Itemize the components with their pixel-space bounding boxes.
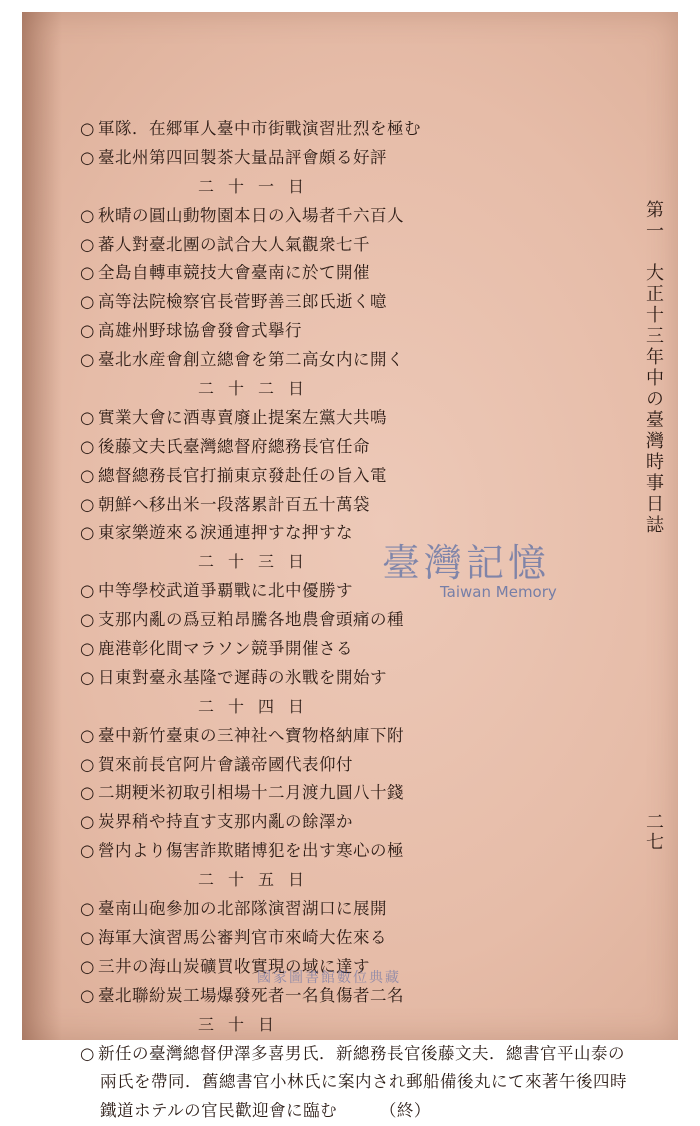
entry-text: 炭界稍や持直す支那内亂の餘澤か — [98, 812, 353, 832]
entry-text: 總督總務長官打揃東京發赴任の旨入電 — [98, 465, 387, 485]
diary-entry-continuation — [80, 1097, 640, 1126]
entry-text: 二十三日 — [198, 552, 319, 572]
circle-bullet-icon: ○ — [80, 754, 95, 774]
circle-bullet-icon: ○ — [80, 263, 95, 283]
entry-text: 朝鮮へ移出米一段落累計百五十萬袋 — [98, 494, 370, 514]
entry-text: 軍隊．在郷軍人臺中市街戰演習壯烈を極む — [98, 119, 421, 138]
library-watermark: 國家圖書館數位典藏 — [257, 970, 401, 986]
entry-text: 二十二日 — [198, 379, 319, 399]
date-heading — [80, 693, 640, 722]
circle-bullet-icon: ○ — [80, 205, 95, 225]
circle-bullet-icon: ○ — [80, 610, 95, 630]
diary-entry — [80, 664, 640, 693]
diary-entry — [80, 895, 640, 924]
circle-bullet-icon: ○ — [80, 581, 95, 601]
entry-text: 臺北聯紛炭工場爆發死者一名負傷者二名 — [98, 985, 404, 1005]
entry-text: 三井の海山炭礦買收實現の域に達す — [98, 956, 370, 976]
date-heading — [80, 375, 640, 404]
diary-entry — [80, 635, 640, 664]
diary-entry — [80, 808, 640, 837]
taiwan-memory-watermark — [382, 532, 597, 612]
entry-text: 營内より傷害詐欺賭博犯を出す寒心の極 — [98, 841, 404, 861]
circle-bullet-icon: ○ — [80, 234, 95, 254]
circle-bullet-icon: ○ — [80, 725, 95, 745]
date-heading — [80, 866, 640, 895]
entry-text: 二十一日 — [198, 176, 319, 196]
entry-text: 鹿港彰化間マラソン競爭開催さる — [98, 639, 353, 659]
circle-bullet-icon: ○ — [80, 494, 95, 514]
entry-text: 秋晴の圓山動物園本日の入場者千六百人 — [98, 205, 404, 225]
running-title: 第一 大正十三年中の臺灣時事日誌 — [643, 200, 664, 536]
diary-entry — [80, 751, 640, 780]
page-number: 二七 — [643, 812, 664, 852]
entry-text: 兩氏を帶同．舊總書官小林氏に案内され郵船備後丸にて來著午後四時 — [100, 1072, 627, 1092]
circle-bullet-icon: ○ — [80, 465, 95, 485]
diary-entry — [80, 231, 640, 260]
watermark-english: Taiwan Memory — [440, 583, 557, 601]
entry-text: 臺北水産會創立總會を第二高女内に開く — [98, 350, 404, 370]
circle-bullet-icon: ○ — [80, 927, 95, 947]
circle-bullet-icon: ○ — [80, 147, 95, 167]
entry-text: 蕃人對臺北團の試合大人氣觀衆七千 — [98, 234, 370, 254]
circle-bullet-icon: ○ — [80, 985, 95, 1005]
circle-bullet-icon: ○ — [80, 407, 95, 427]
entry-text: 二十四日 — [198, 696, 319, 716]
watermark-chinese: 臺灣記憶 — [382, 541, 551, 585]
circle-bullet-icon: ○ — [80, 523, 95, 543]
date-heading — [80, 1011, 640, 1040]
diary-entry-continuation — [80, 1068, 640, 1097]
entry-text: 全島自轉車競技大會臺南に於て開催 — [98, 263, 370, 283]
circle-bullet-icon: ○ — [80, 321, 95, 341]
entry-text: 臺北州第四回製茶大量品評會頗る好評 — [98, 147, 387, 167]
circle-bullet-icon: ○ — [80, 639, 95, 659]
diary-entry — [80, 115, 640, 144]
document-page — [22, 12, 678, 1121]
entry-text: 後藤文夫氏臺灣總督府總務長官任命 — [98, 436, 370, 456]
entry-text: 賀來前長官阿片會議帝國代表仰付 — [98, 754, 353, 774]
circle-bullet-icon: ○ — [80, 1043, 95, 1063]
diary-entry — [80, 144, 640, 173]
entry-text: 東家樂遊來る淚通連押すな押すな — [98, 523, 353, 543]
circle-bullet-icon: ○ — [80, 292, 95, 312]
entry-text: 高等法院檢察官長菅野善三郎氏逝く噫 — [98, 292, 387, 312]
diary-entry — [80, 837, 640, 866]
entry-text: 新任の臺灣總督伊澤多喜男氏．新總務長官後藤文夫．總書官平山泰の — [98, 1043, 625, 1063]
entry-text: 日東對臺永基隆で遲蒔の氷戰を開始す — [98, 667, 387, 687]
circle-bullet-icon: ○ — [80, 350, 95, 370]
circle-bullet-icon: ○ — [80, 899, 95, 919]
entry-text: 高雄州野球協會發會式擧行 — [98, 321, 302, 341]
diary-entry — [80, 202, 640, 231]
date-heading — [80, 173, 640, 202]
circle-bullet-icon: ○ — [80, 812, 95, 832]
entry-text: 海軍大演習馬公審判官市來崎大佐來る — [98, 927, 387, 947]
diary-entry — [80, 404, 640, 433]
entry-text: 中等學校武道爭覇戰に北中優勝す — [98, 581, 353, 601]
entry-text: 臺南山砲參加の北部隊演習湖口に展開 — [98, 899, 387, 919]
entry-text: 二十五日 — [198, 870, 319, 890]
diary-entry — [80, 924, 640, 953]
circle-bullet-icon: ○ — [80, 667, 95, 687]
circle-bullet-icon: ○ — [80, 956, 95, 976]
entry-text: 臺中新竹臺東の三神社へ寶物格納庫下附 — [98, 725, 404, 745]
diary-entry — [80, 462, 640, 491]
circle-bullet-icon: ○ — [80, 119, 95, 138]
entry-text: 支那内亂の爲豆粕昂騰各地農會頭痛の種 — [98, 610, 404, 630]
diary-entry — [80, 433, 640, 462]
diary-entry — [80, 722, 640, 751]
circle-bullet-icon: ○ — [80, 783, 95, 803]
diary-entry — [80, 317, 640, 346]
circle-bullet-icon: ○ — [80, 841, 95, 861]
diary-entry — [80, 491, 640, 520]
entry-text: 實業大會に酒專賣廢止提案左黨大共鳴 — [98, 407, 387, 427]
circle-bullet-icon: ○ — [80, 436, 95, 456]
diary-entry — [80, 779, 640, 808]
diary-entry — [80, 259, 640, 288]
entry-text: 二期粳米初取引相場十二月渡九圓八十錢 — [98, 783, 404, 803]
diary-entry — [80, 288, 640, 317]
diary-entry — [80, 1040, 640, 1069]
diary-entry — [80, 346, 640, 375]
entry-text: 三十日 — [198, 1014, 289, 1034]
entry-text: 鐵道ホテルの官民歡迎會に臨む （終） — [100, 1101, 431, 1121]
